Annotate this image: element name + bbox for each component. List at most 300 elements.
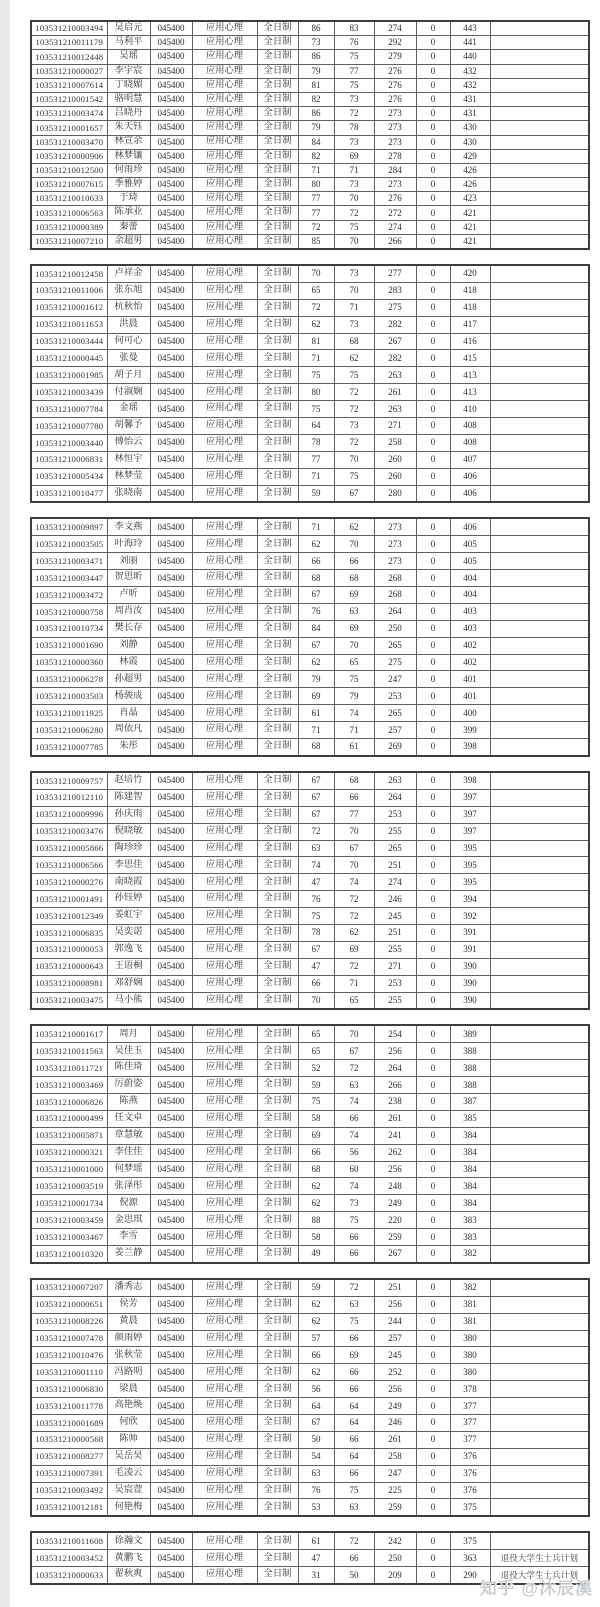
cell-score3: 255 xyxy=(374,941,416,958)
table-row xyxy=(31,941,589,958)
cell-major-code: 045400 xyxy=(150,350,192,367)
cell-major-name: 应用心理 xyxy=(192,163,257,177)
cell-major-name: 应用心理 xyxy=(192,891,257,908)
cell-bonus: 0 xyxy=(416,468,450,485)
cell-score2: 63 xyxy=(334,1296,374,1313)
cell-score2: 77 xyxy=(334,806,374,823)
cell-total: 426 xyxy=(450,178,490,192)
cell-score3: 209 xyxy=(374,1567,416,1584)
cell-major-name: 应用心理 xyxy=(192,874,257,891)
cell-remark xyxy=(490,333,589,350)
cell-major-code: 045400 xyxy=(150,265,192,282)
cell-score3: 225 xyxy=(374,1482,416,1499)
table-row xyxy=(31,92,589,106)
cell-total: 402 xyxy=(450,637,490,654)
cell-score1: 65 xyxy=(298,1025,334,1042)
cell-major-name: 应用心理 xyxy=(192,1465,257,1482)
cell-score3: 268 xyxy=(374,570,416,587)
cell-major-code: 045400 xyxy=(150,823,192,840)
cell-major-code: 045400 xyxy=(150,1077,192,1094)
cell-total: 384 xyxy=(450,1161,490,1178)
table-row xyxy=(31,1482,589,1499)
table-row xyxy=(31,333,589,350)
cell-total: 416 xyxy=(450,333,490,350)
cell-bonus: 0 xyxy=(416,924,450,941)
cell-score1: 71 xyxy=(298,163,334,177)
cell-name: 吴宸萱 xyxy=(107,1482,150,1499)
cell-remark xyxy=(490,1043,589,1060)
cell-score1: 65 xyxy=(298,1043,334,1060)
score-table-section-1 xyxy=(30,20,590,250)
cell-remark xyxy=(490,1161,589,1178)
cell-candidate-id: 103531210006826 xyxy=(31,1093,107,1110)
cell-major-code: 045400 xyxy=(150,178,192,192)
cell-score1: 54 xyxy=(298,1448,334,1465)
table-row xyxy=(31,1245,589,1262)
cell-score2: 70 xyxy=(334,192,374,206)
cell-score3: 263 xyxy=(374,772,416,789)
cell-score2: 73 xyxy=(334,92,374,106)
cell-score2: 75 xyxy=(334,1212,374,1229)
table-row xyxy=(31,192,589,206)
cell-major-name: 应用心理 xyxy=(192,857,257,874)
cell-total: 441 xyxy=(450,36,490,50)
cell-bonus: 0 xyxy=(416,1381,450,1398)
cell-remark xyxy=(490,163,589,177)
cell-bonus: 0 xyxy=(416,908,450,925)
cell-study-mode: 全日制 xyxy=(257,1212,298,1229)
cell-major-code: 045400 xyxy=(150,941,192,958)
cell-score3: 273 xyxy=(374,553,416,570)
cell-study-mode: 全日制 xyxy=(257,1043,298,1060)
cell-candidate-id: 103531210006566 xyxy=(31,857,107,874)
cell-remark xyxy=(490,908,589,925)
cell-bonus: 0 xyxy=(416,1330,450,1347)
cell-remark xyxy=(490,620,589,637)
cell-score1: 72 xyxy=(298,823,334,840)
cell-score2: 69 xyxy=(334,149,374,163)
cell-major-code: 045400 xyxy=(150,36,192,50)
table-row xyxy=(31,384,589,401)
cell-major-code: 045400 xyxy=(150,401,192,418)
cell-major-code: 045400 xyxy=(150,1465,192,1482)
cell-bonus: 0 xyxy=(416,1347,450,1364)
cell-name: 张东旭 xyxy=(107,282,150,299)
cell-score1: 69 xyxy=(298,1127,334,1144)
table-row xyxy=(31,1415,589,1432)
cell-score2: 74 xyxy=(334,1178,374,1195)
cell-remark xyxy=(490,1229,589,1246)
cell-major-name: 应用心理 xyxy=(192,671,257,688)
cell-score2: 71 xyxy=(334,163,374,177)
cell-candidate-id: 103531210000758 xyxy=(31,603,107,620)
cell-bonus: 0 xyxy=(416,1043,450,1060)
cell-major-name: 应用心理 xyxy=(192,975,257,992)
cell-candidate-id: 103531210000643 xyxy=(31,958,107,975)
cell-score3: 247 xyxy=(374,1465,416,1482)
cell-score1: 78 xyxy=(298,434,334,451)
cell-bonus: 0 xyxy=(416,1415,450,1432)
cell-candidate-id: 103531210005866 xyxy=(31,840,107,857)
cell-score3: 249 xyxy=(374,1398,416,1415)
cell-name: 叶海玲 xyxy=(107,536,150,553)
cell-score3: 254 xyxy=(374,1025,416,1042)
cell-major-name: 应用心理 xyxy=(192,1532,257,1549)
cell-score3: 263 xyxy=(374,367,416,384)
cell-score3: 275 xyxy=(374,654,416,671)
cell-name: 何梦瑶 xyxy=(107,1161,150,1178)
cell-name: 卢昕 xyxy=(107,587,150,604)
cell-remark xyxy=(490,50,589,64)
cell-name: 赵培竹 xyxy=(107,772,150,789)
cell-score2: 73 xyxy=(334,135,374,149)
cell-bonus: 0 xyxy=(416,1364,450,1381)
cell-score3: 274 xyxy=(374,220,416,234)
cell-total: 397 xyxy=(450,789,490,806)
cell-bonus: 0 xyxy=(416,1313,450,1330)
cell-remark xyxy=(490,1482,589,1499)
cell-study-mode: 全日制 xyxy=(257,418,298,435)
cell-total: 430 xyxy=(450,121,490,135)
cell-bonus: 0 xyxy=(416,206,450,220)
cell-name: 何可心 xyxy=(107,333,150,350)
table-row xyxy=(31,603,589,620)
cell-major-name: 应用心理 xyxy=(192,924,257,941)
cell-remark xyxy=(490,637,589,654)
cell-study-mode: 全日制 xyxy=(257,1245,298,1262)
cell-major-code: 045400 xyxy=(150,992,192,1009)
cell-major-name: 应用心理 xyxy=(192,64,257,78)
cell-score2: 64 xyxy=(334,1415,374,1432)
cell-score2: 73 xyxy=(334,178,374,192)
cell-total: 392 xyxy=(450,908,490,925)
cell-major-name: 应用心理 xyxy=(192,1415,257,1432)
cell-bonus: 0 xyxy=(416,192,450,206)
cell-total: 395 xyxy=(450,857,490,874)
cell-name: 陈承业 xyxy=(107,206,150,220)
cell-name: 马利平 xyxy=(107,36,150,50)
cell-bonus: 0 xyxy=(416,637,450,654)
cell-major-name: 应用心理 xyxy=(192,1043,257,1060)
cell-candidate-id: 103531210003476 xyxy=(31,823,107,840)
cell-total: 399 xyxy=(450,722,490,739)
cell-bonus: 0 xyxy=(416,451,450,468)
cell-candidate-id: 103531210003492 xyxy=(31,1482,107,1499)
cell-score3: 261 xyxy=(374,1110,416,1127)
cell-score2: 76 xyxy=(334,36,374,50)
cell-total: 377 xyxy=(450,1431,490,1448)
cell-major-code: 045400 xyxy=(150,654,192,671)
cell-total: 395 xyxy=(450,874,490,891)
cell-total: 398 xyxy=(450,772,490,789)
cell-score3: 256 xyxy=(374,1381,416,1398)
cell-score2: 70 xyxy=(334,637,374,654)
cell-total: 380 xyxy=(450,1364,490,1381)
cell-major-code: 045400 xyxy=(150,367,192,384)
cell-study-mode: 全日制 xyxy=(257,1415,298,1432)
table-row xyxy=(31,620,589,637)
cell-study-mode: 全日制 xyxy=(257,333,298,350)
table-row xyxy=(31,1448,589,1465)
cell-score1: 79 xyxy=(298,64,334,78)
cell-score3: 246 xyxy=(374,891,416,908)
cell-name: 陈帅 xyxy=(107,1431,150,1448)
cell-total: 401 xyxy=(450,688,490,705)
cell-major-code: 045400 xyxy=(150,587,192,604)
cell-score3: 260 xyxy=(374,468,416,485)
cell-bonus: 0 xyxy=(416,178,450,192)
cell-candidate-id: 103531210001689 xyxy=(31,1415,107,1432)
table-row xyxy=(31,1110,589,1127)
cell-candidate-id: 103531210001000 xyxy=(31,1161,107,1178)
cell-score2: 75 xyxy=(334,1313,374,1330)
cell-bonus: 0 xyxy=(416,1144,450,1161)
cell-remark xyxy=(490,772,589,789)
cell-major-code: 045400 xyxy=(150,220,192,234)
cell-major-code: 045400 xyxy=(150,64,192,78)
cell-score1: 86 xyxy=(298,107,334,121)
cell-remark xyxy=(490,265,589,282)
cell-score1: 70 xyxy=(298,265,334,282)
cell-major-name: 应用心理 xyxy=(192,1330,257,1347)
cell-candidate-id: 103531210011925 xyxy=(31,705,107,722)
cell-study-mode: 全日制 xyxy=(257,1161,298,1178)
cell-candidate-id: 103531210000499 xyxy=(31,1110,107,1127)
cell-major-name: 应用心理 xyxy=(192,941,257,958)
cell-score3: 279 xyxy=(374,50,416,64)
cell-candidate-id: 103531210003467 xyxy=(31,1229,107,1246)
cell-study-mode: 全日制 xyxy=(257,654,298,671)
cell-candidate-id: 103531210001542 xyxy=(31,92,107,106)
cell-score1: 71 xyxy=(298,468,334,485)
table-row xyxy=(31,418,589,435)
cell-score2: 70 xyxy=(334,1025,374,1042)
cell-study-mode: 全日制 xyxy=(257,265,298,282)
table-row xyxy=(31,891,589,908)
cell-major-code: 045400 xyxy=(150,1093,192,1110)
cell-score3: 278 xyxy=(374,149,416,163)
table-row xyxy=(31,908,589,925)
cell-major-code: 045400 xyxy=(150,1212,192,1229)
cell-study-mode: 全日制 xyxy=(257,1178,298,1195)
cell-score2: 66 xyxy=(334,1229,374,1246)
table-row xyxy=(31,924,589,941)
cell-name: 樊长存 xyxy=(107,620,150,637)
cell-remark xyxy=(490,941,589,958)
cell-bonus: 0 xyxy=(416,1060,450,1077)
cell-bonus: 0 xyxy=(416,857,450,874)
cell-major-name: 应用心理 xyxy=(192,1550,257,1567)
cell-bonus: 0 xyxy=(416,163,450,177)
cell-major-code: 045400 xyxy=(150,78,192,92)
cell-score2: 75 xyxy=(334,50,374,64)
cell-name: 冯路明 xyxy=(107,1364,150,1381)
cell-study-mode: 全日制 xyxy=(257,553,298,570)
cell-score3: 280 xyxy=(374,485,416,502)
cell-score2: 70 xyxy=(334,857,374,874)
cell-major-code: 045400 xyxy=(150,468,192,485)
cell-major-code: 045400 xyxy=(150,434,192,451)
cell-score2: 77 xyxy=(334,64,374,78)
cell-major-code: 045400 xyxy=(150,857,192,874)
cell-bonus: 0 xyxy=(416,50,450,64)
cell-total: 376 xyxy=(450,1448,490,1465)
cell-name: 吴岳昊 xyxy=(107,1448,150,1465)
cell-remark: 退役大学生士兵计划 xyxy=(490,1550,589,1567)
cell-major-name: 应用心理 xyxy=(192,1110,257,1127)
cell-bonus: 0 xyxy=(416,350,450,367)
table-row xyxy=(31,975,589,992)
cell-remark xyxy=(490,468,589,485)
cell-major-name: 应用心理 xyxy=(192,587,257,604)
cell-candidate-id: 103531210003452 xyxy=(31,1550,107,1567)
cell-candidate-id: 103531210003494 xyxy=(31,21,107,36)
cell-candidate-id: 103531210010734 xyxy=(31,620,107,637)
cell-study-mode: 全日制 xyxy=(257,1313,298,1330)
cell-score2: 66 xyxy=(334,1465,374,1482)
cell-remark xyxy=(490,874,589,891)
cell-bonus: 0 xyxy=(416,1025,450,1042)
cell-bonus: 0 xyxy=(416,688,450,705)
cell-score3: 272 xyxy=(374,206,416,220)
cell-name: 孙钰婷 xyxy=(107,891,150,908)
cell-score1: 62 xyxy=(298,1313,334,1330)
cell-total: 404 xyxy=(450,570,490,587)
cell-score1: 50 xyxy=(298,1431,334,1448)
cell-study-mode: 全日制 xyxy=(257,1398,298,1415)
cell-bonus: 0 xyxy=(416,367,450,384)
cell-score2: 63 xyxy=(334,1499,374,1516)
cell-total: 404 xyxy=(450,587,490,604)
cell-remark xyxy=(490,536,589,553)
cell-major-code: 045400 xyxy=(150,722,192,739)
cell-bonus: 0 xyxy=(416,1279,450,1296)
cell-major-name: 应用心理 xyxy=(192,637,257,654)
cell-study-mode: 全日制 xyxy=(257,350,298,367)
score-table-section-3 xyxy=(30,517,590,756)
cell-score2: 66 xyxy=(334,1110,374,1127)
cell-major-code: 045400 xyxy=(150,1313,192,1330)
cell-study-mode: 全日制 xyxy=(257,451,298,468)
cell-major-name: 应用心理 xyxy=(192,908,257,925)
cell-score1: 76 xyxy=(298,1482,334,1499)
page-left-gutter xyxy=(0,0,10,1607)
cell-name: 吴奕诺 xyxy=(107,924,150,941)
cell-major-code: 045400 xyxy=(150,1330,192,1347)
cell-score2: 69 xyxy=(334,1347,374,1364)
cell-major-name: 应用心理 xyxy=(192,1347,257,1364)
cell-major-name: 应用心理 xyxy=(192,485,257,502)
cell-major-name: 应用心理 xyxy=(192,192,257,206)
cell-major-name: 应用心理 xyxy=(192,1060,257,1077)
cell-candidate-id: 103531210011608 xyxy=(31,1532,107,1549)
cell-bonus: 0 xyxy=(416,620,450,637)
cell-score1: 62 xyxy=(298,1364,334,1381)
cell-study-mode: 全日制 xyxy=(257,518,298,535)
cell-score3: 267 xyxy=(374,1245,416,1262)
cell-score2: 74 xyxy=(334,705,374,722)
cell-name: 洪晨 xyxy=(107,316,150,333)
cell-major-code: 045400 xyxy=(150,299,192,316)
cell-study-mode: 全日制 xyxy=(257,688,298,705)
cell-remark xyxy=(490,384,589,401)
cell-study-mode: 全日制 xyxy=(257,874,298,891)
cell-major-code: 045400 xyxy=(150,1161,192,1178)
cell-score1: 61 xyxy=(298,705,334,722)
cell-study-mode: 全日制 xyxy=(257,367,298,384)
table-row xyxy=(31,401,589,418)
cell-major-code: 045400 xyxy=(150,1567,192,1584)
table-row xyxy=(31,367,589,384)
cell-remark xyxy=(490,149,589,163)
cell-candidate-id: 103531210008981 xyxy=(31,975,107,992)
cell-score3: 271 xyxy=(374,418,416,435)
cell-bonus: 0 xyxy=(416,1296,450,1313)
cell-score2: 83 xyxy=(334,21,374,36)
cell-remark xyxy=(490,350,589,367)
cell-score2: 70 xyxy=(334,536,374,553)
table-row xyxy=(31,1398,589,1415)
cell-score3: 246 xyxy=(374,1415,416,1432)
cell-study-mode: 全日制 xyxy=(257,1060,298,1077)
cell-candidate-id: 103531210012181 xyxy=(31,1499,107,1516)
cell-bonus: 0 xyxy=(416,570,450,587)
cell-name: 姜兰静 xyxy=(107,1245,150,1262)
cell-total: 391 xyxy=(450,941,490,958)
cell-name: 陈建智 xyxy=(107,789,150,806)
table-row xyxy=(31,265,589,282)
cell-score2: 74 xyxy=(334,1093,374,1110)
cell-study-mode: 全日制 xyxy=(257,316,298,333)
cell-score1: 74 xyxy=(298,857,334,874)
cell-remark xyxy=(490,688,589,705)
cell-remark xyxy=(490,1212,589,1229)
cell-candidate-id: 103531210006831 xyxy=(31,451,107,468)
cell-bonus: 0 xyxy=(416,121,450,135)
cell-name: 周肖汝 xyxy=(107,603,150,620)
cell-bonus: 0 xyxy=(416,401,450,418)
cell-score3: 245 xyxy=(374,1347,416,1364)
table-row xyxy=(31,587,589,604)
cell-remark xyxy=(490,135,589,149)
cell-score1: 82 xyxy=(298,149,334,163)
cell-study-mode: 全日制 xyxy=(257,1296,298,1313)
cell-name: 何雨珍 xyxy=(107,163,150,177)
cell-remark xyxy=(490,36,589,50)
cell-major-code: 045400 xyxy=(150,806,192,823)
cell-study-mode: 全日制 xyxy=(257,64,298,78)
table-row xyxy=(31,1499,589,1516)
cell-score2: 60 xyxy=(334,1161,374,1178)
cell-total: 382 xyxy=(450,1245,490,1262)
cell-total: 390 xyxy=(450,992,490,1009)
cell-major-name: 应用心理 xyxy=(192,418,257,435)
cell-score3: 282 xyxy=(374,350,416,367)
cell-score1: 62 xyxy=(298,536,334,553)
cell-major-code: 045400 xyxy=(150,1482,192,1499)
cell-name: 于琦 xyxy=(107,192,150,206)
cell-score1: 49 xyxy=(298,1245,334,1262)
cell-bonus: 0 xyxy=(416,789,450,806)
cell-score3: 241 xyxy=(374,1127,416,1144)
cell-name: 肖晶 xyxy=(107,705,150,722)
cell-study-mode: 全日制 xyxy=(257,570,298,587)
cell-score1: 81 xyxy=(298,333,334,350)
table-row xyxy=(31,1093,589,1110)
cell-name: 黄鹏飞 xyxy=(107,1550,150,1567)
cell-candidate-id: 103531210011778 xyxy=(31,1398,107,1415)
cell-study-mode: 全日制 xyxy=(257,620,298,637)
